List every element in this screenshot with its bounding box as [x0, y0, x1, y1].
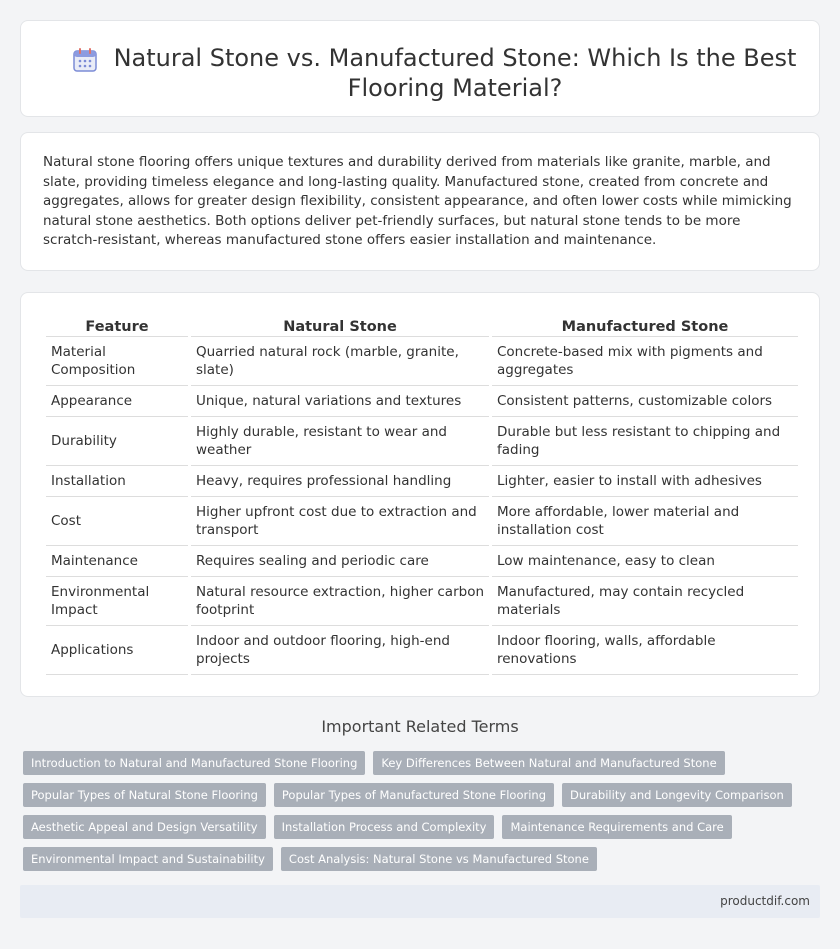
related-terms-title: Important Related Terms: [321, 717, 519, 736]
natural-cell: Heavy, requires professional handling: [191, 466, 489, 497]
natural-cell: Unique, natural variations and textures: [191, 386, 489, 417]
comparison-table: [43, 313, 801, 675]
manufactured-cell: Concrete-based mix with pigments and aggregates: [492, 337, 798, 386]
feature-cell: Appearance: [46, 386, 188, 417]
manufactured-cell: Low maintenance, easy to clean: [492, 546, 798, 577]
related-term-tag[interactable]: Aesthetic Appeal and Design Versatility: [23, 815, 266, 839]
related-term-tag[interactable]: Environmental Impact and Sustainability: [23, 847, 273, 871]
table-row: [46, 577, 798, 626]
related-term-tag[interactable]: Popular Types of Manufactured Stone Flooring: [274, 783, 554, 807]
natural-cell: Requires sealing and periodic care: [191, 546, 489, 577]
comparison-table-card: [20, 292, 820, 697]
manufactured-cell: Consistent patterns, customizable colors: [492, 386, 798, 417]
manufactured-cell: Indoor flooring, walls, affordable renovations: [492, 626, 798, 675]
feature-cell: Cost: [46, 497, 188, 546]
feature-cell: Maintenance: [46, 546, 188, 577]
related-term-tag[interactable]: Installation Process and Complexity: [274, 815, 495, 839]
related-term-tag[interactable]: Maintenance Requirements and Care: [502, 815, 731, 839]
table-row: [46, 497, 798, 546]
header-feature: Feature: [46, 313, 188, 337]
related-terms-list: [23, 751, 803, 871]
footer-bar: [20, 885, 820, 918]
header-manufactured-stone: Manufactured Stone: [492, 313, 798, 337]
related-term-tag[interactable]: Cost Analysis: Natural Stone vs Manufactured Stone: [281, 847, 597, 871]
manufactured-cell: Lighter, easier to install with adhesives: [492, 466, 798, 497]
table-row: [46, 546, 798, 577]
related-term-tag[interactable]: Key Differences Between Natural and Manufactured Stone: [373, 751, 724, 775]
feature-cell: Material Composition: [46, 337, 188, 386]
table-header-row: [46, 313, 798, 337]
header-natural-stone: Natural Stone: [191, 313, 489, 337]
calendar-icon: [71, 46, 99, 74]
footer-site-link[interactable]: productdif.com: [720, 894, 810, 908]
manufactured-cell: More affordable, lower material and installation cost: [492, 497, 798, 546]
natural-cell: Quarried natural rock (marble, granite, slate): [191, 337, 489, 386]
related-term-tag[interactable]: Popular Types of Natural Stone Flooring: [23, 783, 266, 807]
table-row: [46, 417, 798, 466]
manufactured-cell: Manufactured, may contain recycled materials: [492, 577, 798, 626]
summary-card: [20, 132, 820, 271]
table-row: [46, 337, 798, 386]
header-card: [20, 20, 820, 117]
page-title: Natural Stone vs. Manufactured Stone: Which Is the Best Flooring Material?: [113, 44, 797, 102]
feature-cell: Durability: [46, 417, 188, 466]
related-term-tag[interactable]: Introduction to Natural and Manufactured Stone Flooring: [23, 751, 365, 775]
manufactured-cell: Durable but less resistant to chipping and fading: [492, 417, 798, 466]
summary-text: Natural stone flooring offers unique textures and durability derived from materials like granite, marble, and slate, providing timeless elegance and long-lasting quality. Manufactured stone, created from concrete and aggregates, allows for greater design flexibility, consistent appearance, and often lower costs while mimicking natural stone aesthetics. Both options deliver pet-friendly surfaces, but natural stone tends to be more scratch-resistant, whereas manufactured stone offers easier installation and maintenance.: [43, 154, 792, 248]
feature-cell: Installation: [46, 466, 188, 497]
table-row: [46, 626, 798, 675]
feature-cell: Applications: [46, 626, 188, 675]
feature-cell: Environmental Impact: [46, 577, 188, 626]
table-row: [46, 466, 798, 497]
natural-cell: Higher upfront cost due to extraction and transport: [191, 497, 489, 546]
natural-cell: Highly durable, resistant to wear and weather: [191, 417, 489, 466]
natural-cell: Natural resource extraction, higher carbon footprint: [191, 577, 489, 626]
table-row: [46, 386, 798, 417]
related-term-tag[interactable]: Durability and Longevity Comparison: [562, 783, 792, 807]
natural-cell: Indoor and outdoor flooring, high-end projects: [191, 626, 489, 675]
